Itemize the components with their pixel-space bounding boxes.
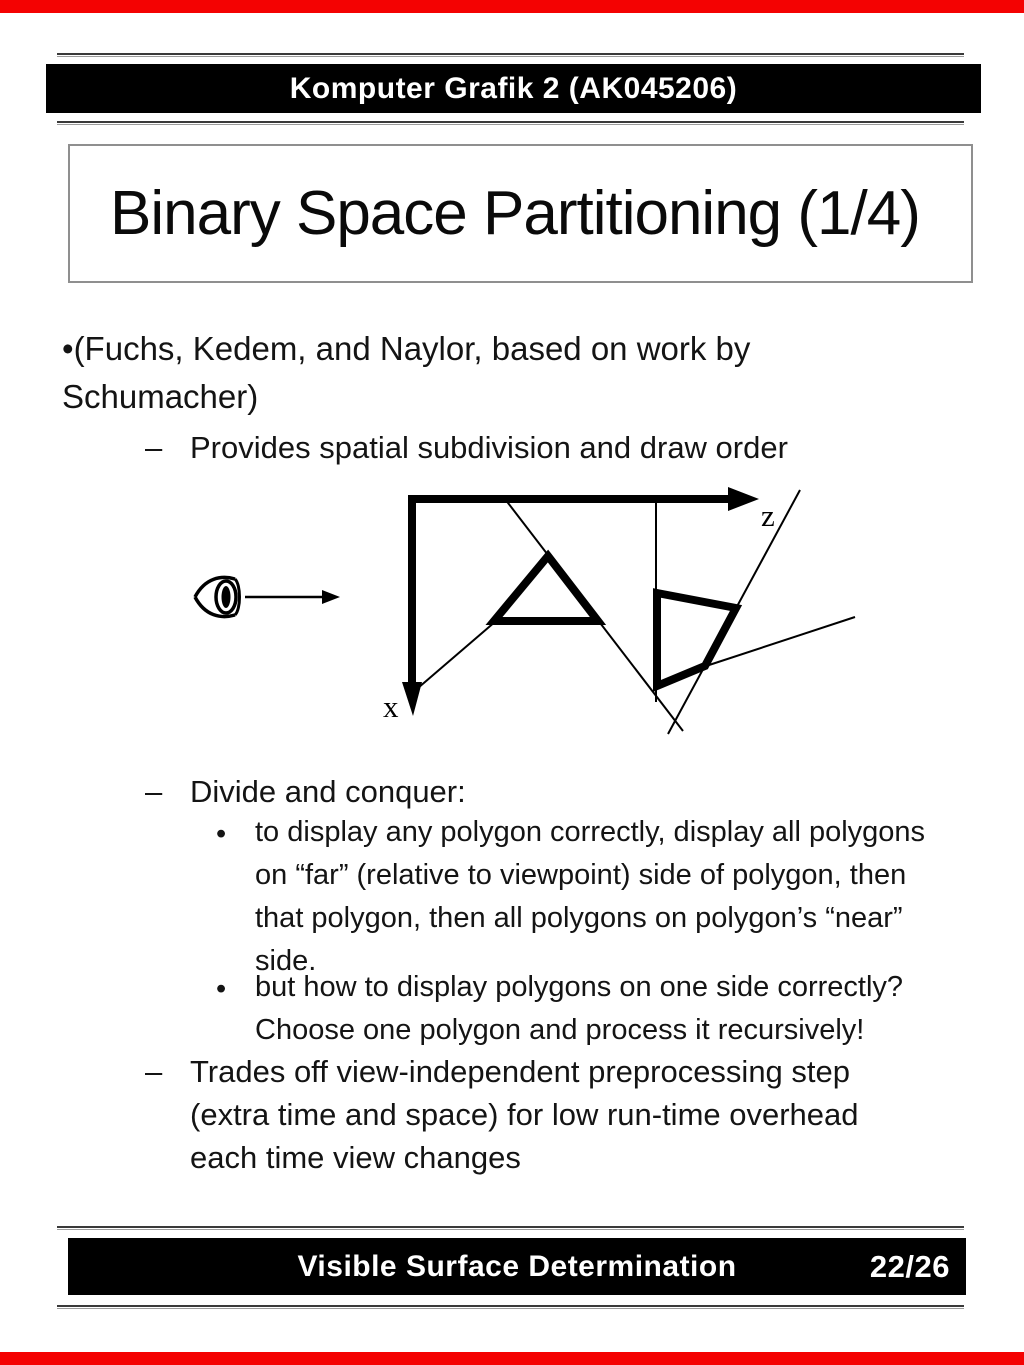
partition-line-triangle-left	[418, 621, 496, 688]
bsp-figure	[170, 470, 880, 762]
bullet-tradeoff: Trades off view-independent preprocessing step (extra time and space) for low run-time overhead each time view changes	[190, 1054, 859, 1175]
footer-rule-top	[57, 1226, 964, 1230]
bullet-authors-line2: Schumacher)	[62, 378, 259, 415]
course-header-bar	[46, 64, 981, 113]
title-box	[68, 144, 973, 283]
bullet-display-order: to display any polygon correctly, display all polygons on “far” (relative to viewpoint) side of polygon, then that polygon, then all polygons on polygon’s “near” side.	[255, 816, 926, 977]
header-rule-bottom	[57, 121, 964, 125]
z-axis-arrow	[408, 487, 759, 511]
red-top-bar	[0, 0, 1024, 13]
bullet-provides: Provides spatial subdivision and draw order	[190, 430, 788, 465]
x-axis-label: x	[383, 689, 399, 724]
bullet-authors-line1: •(Fuchs, Kedem, and Naylor, based on work by	[62, 330, 751, 367]
red-bottom-bar	[0, 1352, 1024, 1365]
view-direction-arrow	[245, 590, 340, 604]
header-rule-top	[57, 53, 964, 57]
footer-rule-bottom	[57, 1305, 964, 1309]
dash-marker: –	[145, 774, 163, 809]
course-title: Komputer Grafik 2 (AK045206)	[289, 71, 738, 105]
page-title: Binary Space Partitioning (1/4)	[110, 179, 920, 248]
triangle-polygon	[494, 556, 598, 621]
z-axis-label: z	[761, 498, 775, 533]
dash-marker: –	[145, 430, 163, 465]
bullet-divide: Divide and conquer:	[190, 774, 466, 809]
footer-bar	[68, 1238, 966, 1295]
bullet-marker: •	[62, 330, 74, 367]
x-axis-arrow	[402, 495, 422, 716]
sub-bullet-marker: •	[216, 973, 227, 1005]
eye-icon	[195, 577, 240, 616]
bullet-recursive: but how to display polygons on one side correctly? Choose one polygon and process it recursively!	[255, 971, 904, 1046]
footer-title: Visible Surface Determination	[297, 1249, 737, 1283]
quad-polygon	[657, 593, 736, 686]
page-counter: 22/26	[869, 1248, 950, 1284]
sub-bullet-marker: •	[216, 818, 227, 850]
dash-marker: –	[145, 1054, 163, 1089]
